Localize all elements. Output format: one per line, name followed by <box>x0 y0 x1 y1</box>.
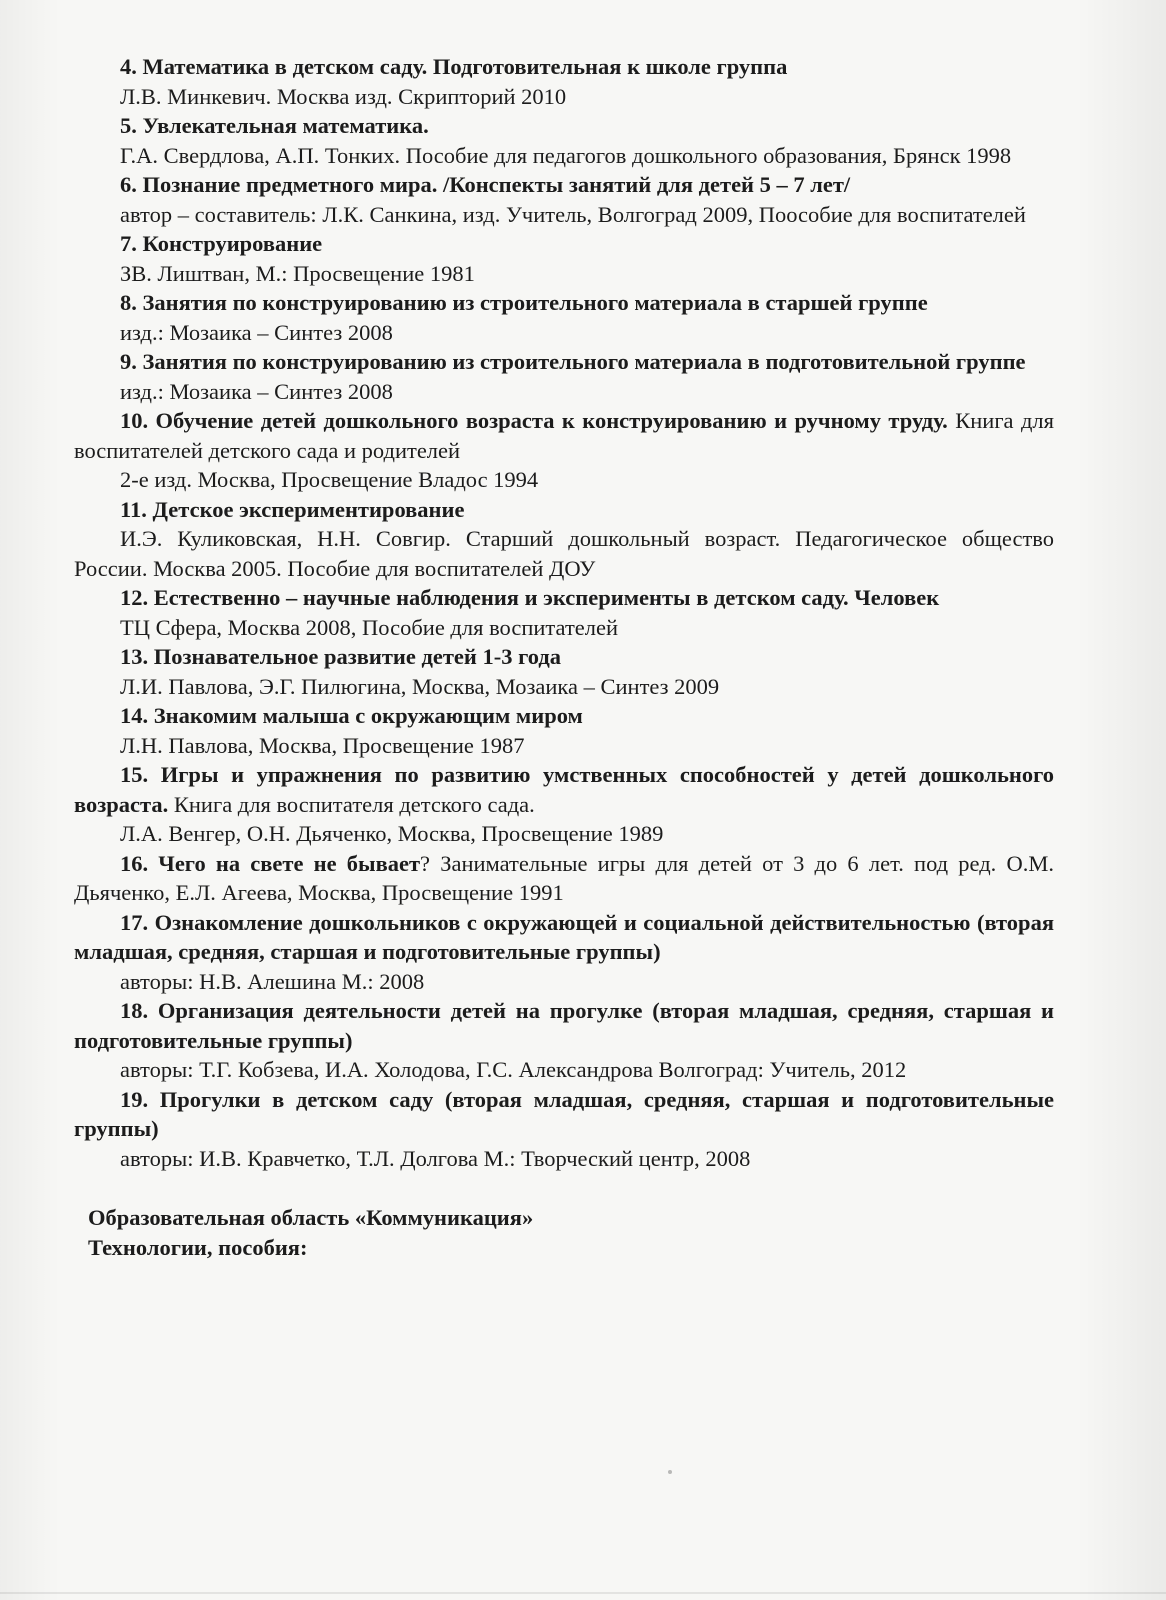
entry-title: 5. Увлекательная математика. <box>120 113 429 138</box>
entry-title: 9. Занятия по конструированию из строительного материала в подготовительной группе <box>120 349 1026 374</box>
entry-title-tail: Книга для воспитателей детского сада и родителей <box>74 408 1054 463</box>
bibliography-entry <box>74 760 1054 849</box>
scan-speck <box>668 1470 672 1474</box>
bibliography-entry <box>74 908 1054 997</box>
entry-title: 15. Игры и упражнения по развитию умственных способностей у детей дошкольного возраста. <box>74 762 1054 817</box>
section-heading: Образовательная область «Коммуникация» <box>88 1205 534 1230</box>
entry-title: 18. Организация деятельности детей на прогулке (вторая младшая, средняя, старшая и подготовительные группы) <box>74 998 1054 1053</box>
entry-title: 13. Познавательное развитие детей 1-3 года <box>120 644 562 669</box>
entry-title-line <box>74 642 1054 672</box>
bibliography-entry <box>74 1085 1054 1174</box>
entry-publication: авторы: Н.В. Алешина М.: 2008 <box>120 968 425 994</box>
bibliography-entry <box>74 288 1054 347</box>
entry-publication: ЗВ. Лиштван, М.: Просвещение 1981 <box>120 260 475 286</box>
entry-publication: 2-е изд. Москва, Просвещение Владос 1994 <box>120 467 539 492</box>
entry-publication: Л.В. Минкевич. Москва изд. Скрипторий 2010 <box>120 83 567 109</box>
entry-title-line <box>74 406 1054 465</box>
entry-title-line <box>74 760 1054 819</box>
entry-title-line <box>74 229 1054 259</box>
entry-publication: Г.А. Свердлова, А.П. Тонких. Пособие для педагогов дошкольного образования, Брянск 1998 <box>120 142 1012 168</box>
entry-title-line <box>74 701 1054 731</box>
bibliography-entry <box>74 406 1054 495</box>
bibliography-entry <box>74 849 1054 908</box>
entry-publication: автор – составитель: Л.К. Санкина, изд. Учитель, Волгоград 2009, Поособие для воспитателей <box>120 201 1026 227</box>
entry-title: 19. Прогулки в детском саду (вторая младшая, средняя, старшая и подготовительные группы) <box>74 1086 1054 1141</box>
bibliography-entry <box>74 347 1054 406</box>
bibliography-entry <box>74 996 1054 1085</box>
entry-title-line <box>74 583 1054 613</box>
entry-publication: Л.И. Павлова, Э.Г. Пилюгина, Москва, Мозаика – Синтез 2009 <box>120 673 720 699</box>
entry-publication: ТЦ Сфера, Москва 2008, Пособие для воспитателей <box>120 614 619 640</box>
entry-publication: Л.Н. Павлова, Москва, Просвещение 1987 <box>120 732 525 758</box>
entry-title-line <box>74 495 1054 525</box>
bibliography-entry <box>74 52 1054 111</box>
entry-title: 7. Конструирование <box>120 231 323 256</box>
entry-title-line <box>74 908 1054 967</box>
entry-publication: изд.: Мозаика – Синтез 2008 <box>120 319 393 345</box>
entry-title-line <box>74 1085 1054 1144</box>
entry-title-line <box>74 111 1054 141</box>
bibliography-entry <box>74 583 1054 642</box>
entry-title-line <box>74 288 1054 318</box>
bibliography-entry <box>74 495 1054 584</box>
entry-title-line <box>74 170 1054 200</box>
entry-title-tail: ? Занимательные игры для детей от 3 до 6 лет. под ред. О.М. Дьяченко, Е.Л. Агеева, Москва, Просвещение 1991 <box>74 850 1054 905</box>
entry-publication: авторы: И.В. Кравчетко, Т.Л. Долгова М.: Творческий центр, 2008 <box>120 1145 751 1171</box>
entry-title: 12. Естественно – научные наблюдения и эксперименты в детском саду. Человек <box>120 585 940 610</box>
entry-publication: И.Э. Куликовская, Н.Н. Совгир. Старший дошкольный возраст. Педагогическое общество России. Москва 2005. Пособие для воспитателей ДОУ <box>74 526 1054 581</box>
bibliography-entry <box>74 111 1054 170</box>
section-subheading: Технологии, пособия: <box>88 1234 308 1260</box>
entry-publication: изд.: Мозаика – Синтез 2008 <box>120 378 393 404</box>
entry-title: 16. Чего на свете не бывает <box>120 850 421 876</box>
bibliography-entry <box>74 642 1054 701</box>
entry-title: 6. Познание предметного мира. /Конспекты занятий для детей 5 – 7 лет/ <box>120 172 851 197</box>
entry-title-line <box>74 52 1054 82</box>
entry-publication: Л.А. Венгер, О.Н. Дьяченко, Москва, Просвещение 1989 <box>120 821 664 846</box>
section-spacer <box>74 1173 1054 1203</box>
entry-title-line <box>74 996 1054 1055</box>
scan-line <box>0 1592 1166 1594</box>
bibliography-entry <box>74 229 1054 288</box>
entry-title: 14. Знакомим малыша с окружающим миром <box>120 703 583 728</box>
entry-title-line <box>74 849 1054 908</box>
entry-title: 11. Детское экспериментирование <box>120 496 465 522</box>
bibliography-entry <box>74 701 1054 760</box>
entry-title: 17. Ознакомление дошкольников с окружающей и социальной действительностью (вторая младшая, средняя, старшая и подготовительные группы) <box>74 909 1054 964</box>
entry-title: 8. Занятия по конструированию из строительного материала в старшей группе <box>120 290 928 315</box>
entry-title-line <box>74 347 1054 377</box>
entry-title: 10. Обучение детей дошкольного возраста к конструированию и ручному труду. <box>120 408 948 433</box>
bibliography-list <box>74 52 1054 1173</box>
entry-publication: авторы: Т.Г. Кобзева, И.А. Холодова, Г.С. Александрова Волгоград: Учитель, 2012 <box>120 1057 907 1082</box>
bibliography-entry <box>74 170 1054 229</box>
entry-title: 4. Математика в детском саду. Подготовительная к школе группа <box>120 54 788 79</box>
entry-title-tail: Книга для воспитателя детского сада. <box>168 791 535 817</box>
